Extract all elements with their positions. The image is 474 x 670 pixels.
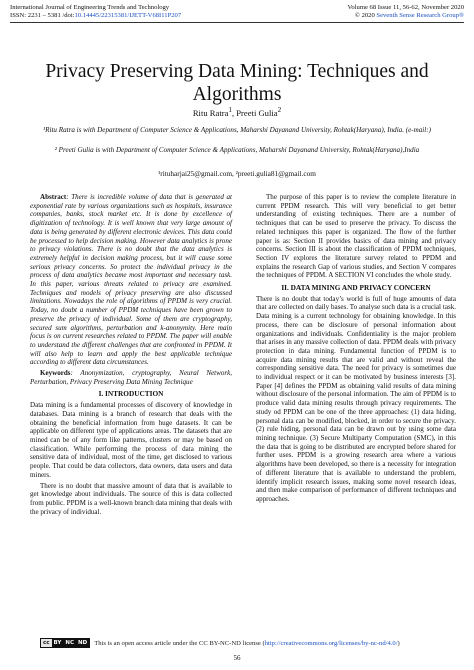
section-1-heading: I. INTRODUCTION (98, 389, 164, 399)
section-1-paragraph-2: There is no doubt that massive amount of data that is available to get knowledge about individuals. The source of this is data collected from public. PPDM is a well-known branch data mining that deals with the privacy of individual. (30, 481, 232, 516)
abstract: Abstract: There is incredible volume of data that is generated at exponential rate by various organizations such as hospitals, insurance companies, banks, stock market etc. It is done by excellence of digitization of technology. It is well known that very large amount of data is being generated by different electronic devices. This data could be processed to help decision making. However data analytics is prone to privacy violations. There is no doubt that the data analytics is extremely helpful in decision making process, but it will cause some serious privacy concerns. So protect the individual privacy in the process of data analytics became most important and necessary task. In this paper, various threats related to privacy are examined. Techniques and models of privacy preserving are also discussed limitations. Nowadays the role of algorithms of PPDM is very crucial. Today, no doubt a number of PPDM techniques have been grown to preserve the privacy of individual. Some of them are cryptography, secured sum algorithms, perturbation and k-anonymity. Here main focus is on current researches related to PPDM. The paper will enable to understand the different challenges that are confronted in PPDM. It will also help to learn and apply the best applicable technique according to different data circumstances. (30, 193, 232, 367)
journal-header-left (10, 4, 181, 20)
right-column (256, 193, 456, 506)
author-line: Ritu Ratra$^1$, Preeti Gulia$^2$ (192, 106, 282, 118)
keywords: Keywords: Anonymization, cryptography, Neural Network, Perturbation, Privacy Preserving Data Mining Technique (30, 369, 232, 386)
author-1: Ritu Ratra (192, 107, 229, 118)
volume-info: Volume 68 Issue 11, 56-62, November 2020 (347, 4, 464, 11)
journal-name: International Journal of Engineering Trends and Technology (10, 4, 170, 11)
affiliation-1: ¹Ritu Ratra is with Department of Computer Science & Applications, Maharshi Dayanand University, Rohtak(Haryana), India. (e-mail:) (43, 126, 431, 134)
header-divider (10, 22, 464, 23)
affiliation-2: ² Preeti Gulia is with Department of Computer Science & Applications, Maharshi Dayanand University, Rohtak(Haryana),India (54, 146, 420, 154)
license-footer (40, 638, 400, 648)
keywords-label: Keywords (40, 369, 71, 378)
abstract-label: Abstract (40, 193, 67, 201)
publisher-link[interactable]: Seventh Sense Research Group® (376, 12, 464, 19)
intro-continued: The purpose of this paper is to review the complete literature in current PPDM research. This will very beneficial to get better understanding of existing techniques. There are a number of techniques that can be used to preserve the privacy. To discuss the related techniques this paper is organized. The flow of the further paper is as: Section II provides basics of data mining and privacy concerns. Section III is about the classification of PPDM techniques, Section IV explores the literature survey related to PPDM and explains the research Gap of various studies, and Section V compares the techniques of PPDM. A SECTION VI concludes the whole study. (256, 193, 456, 280)
author-emails: ¹rituharjai25@gmail.com, ²preeti.gulia81@gmail.com (158, 169, 316, 178)
copyright: © 2020 Seventh Sense Research Group® (354, 12, 464, 19)
section-2-paragraph-1: There is no doubt that today’s world is full of huge amounts of data that are collected on daily bases. To analyse such data is a crucial task. Data mining is a current technology for obtaining knowledge. In this process, there can be disclosure of personal information about organizations and individuals. Confidentiality is the major problem that arises in any massive collection of data. PPDM deals with privacy protection in data mining. Fundamental function of PPDM is to acquire data mining results that are valid and without reveal the corresponding sensitive data. The need for privacy is sometimes due to individual respect or it can be motivated by business interests [3]. Paper [4] defines the PPDM as obtaining valid results of data mining without disclosure of the personal information. The aim of PPDM is to produce valid data mining results through privacy requirements. The study od PPDM can be one of the three approaches: (1) data hiding, personal data can be modified, blocked, in order to secure the privacy. (2) rule hiding, personal data can be drawn out by using some data mining technique. (3) Secure Multiparty Computation (SMC), in this the data that is going to be distributed are encrypted before shared for further uses. PPDM is a growing research area where a various algorithms have been developed, so there is a necessity for integration of different literature that is available to understand the problem, identify implicit research issues, making some novel research ideas, and then make comparison of performance of different techniques and approaches. (256, 294, 456, 503)
cc-license-icon: cc BY NC ND (40, 638, 90, 648)
left-column (30, 193, 232, 518)
license-text: This is an open access article under the CC BY-NC-ND license (http://creativecommons.org/licenses/by-nc-nd/4.0/) (94, 639, 400, 647)
doi-link[interactable]: 10.14445/22315381/IJETT-V68I11P207 (74, 12, 182, 19)
issn-doi: ISSN: 2231 – 5381 /doi:10.14445/22315381/IJETT-V68I11P207 (10, 12, 182, 19)
license-link[interactable]: http://creativecommons.org/licenses/by-nc-nd/4.0/ (264, 639, 398, 647)
author-2: Preeti Gulia (236, 107, 278, 118)
journal-header-right (348, 4, 464, 20)
section-2-heading: II. DATA MINING AND PRIVACY CONCERN (281, 283, 431, 293)
page-number: 56 (233, 654, 241, 662)
section-1-paragraph-1: Data mining is a fundamental processes of discovery of knowledge in databases. Data mining is a branch of research that deals with the obtaining the beneficial information from huge datasets. It can be applicable on different type of applications areas. The datasets that are mined can be of any form like patterns, clusters or may be based on classification. While performing the process of data mining the sensitive data of individual, most of the time, get disclosed to various people. That could be data collectors, data owners, data users and data miners. (30, 401, 232, 479)
paper-title: Privacy Preserving Data Mining: Techniques and Algorithms (45, 61, 429, 105)
